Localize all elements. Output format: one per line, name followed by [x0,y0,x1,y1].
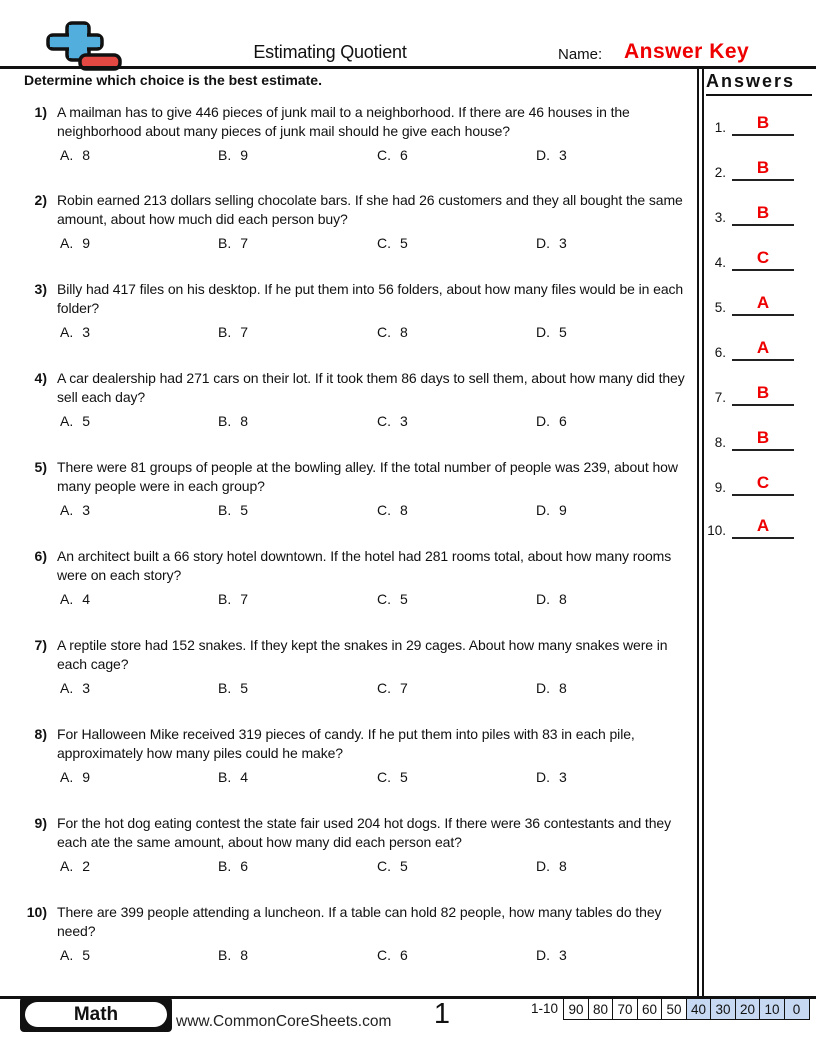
answer-number: 3. [714,210,726,225]
instructions: Determine which choice is the best estimate. [24,72,322,88]
score-cell: 70 [612,998,638,1020]
choices-row [60,413,696,429]
name-label: Name: [558,46,603,63]
choice-b: B. 5 [218,680,249,696]
question-number: 4) [34,370,47,386]
choices-row [60,324,696,340]
choice-d: D. 3 [536,947,567,963]
answer-number: 6. [714,345,726,360]
question-3 [24,280,696,340]
question-text: A car dealership had 271 cars on their lot. If it took them 86 days to sell them, about how many did they sell each day? [57,370,685,405]
answer-blank [732,202,794,226]
answer-number: 8. [714,435,726,450]
answer-row [706,155,806,181]
choices-row [60,502,696,518]
question-4 [24,369,696,429]
answer-letter: B [756,383,770,402]
answer-row [706,470,806,496]
choice-b: B. 9 [218,147,249,163]
answer-row [706,335,806,361]
choice-c: C. 6 [377,147,408,163]
header-divider [0,66,816,69]
question-number: 9) [34,815,47,831]
choice-a: A. 4 [60,591,91,607]
question-number: 2) [34,192,47,208]
answers-panel-divider [697,68,704,997]
choice-c: C. 8 [377,324,408,340]
score-cell: 10 [759,998,785,1020]
question-text: A reptile store had 152 snakes. If they kept the snakes in 29 cages. About how many snakes were in each cage? [57,637,668,672]
question-text: There are 399 people attending a luncheon. If a table can hold 82 people, how many tables do they need? [57,904,662,939]
choice-d: D. 3 [536,769,567,785]
choice-c: C. 6 [377,947,408,963]
choices-row [60,947,696,963]
answer-blank [732,337,794,361]
choice-a: A. 9 [60,235,91,251]
answer-row [706,200,806,226]
choice-b: B. 7 [218,324,249,340]
plus-minus-logo-icon [44,20,122,72]
answer-blank [732,247,794,271]
answer-letter: C [756,248,770,267]
worksheet-title: Estimating Quotient [253,42,407,62]
choice-c: C. 5 [377,235,408,251]
choice-d: D. 8 [536,680,567,696]
choice-a: A. 3 [60,324,91,340]
question-text: An architect built a 66 story hotel downtown. If the hotel had 281 rooms total, about how many rooms were on each story? [57,548,672,583]
math-badge [20,997,172,1032]
choice-d: D. 3 [536,147,567,163]
answer-blank [732,515,794,539]
choices-row [60,591,696,607]
question-5 [24,458,696,518]
question-number: 10) [26,904,47,920]
choices-row [60,147,696,163]
answer-row [706,110,806,136]
choice-a: A. 9 [60,769,91,785]
question-number: 1) [34,104,47,120]
question-number: 5) [34,459,47,475]
question-6 [24,547,696,607]
answer-row [706,380,806,406]
choices-row [60,680,696,696]
choice-d: D. 6 [536,413,567,429]
score-cell: 80 [588,998,614,1020]
answer-number: 5. [714,300,726,315]
choice-b: B. 5 [218,502,249,518]
choice-b: B. 8 [218,947,249,963]
website-text: www.CommonCoreSheets.com [176,1013,392,1030]
question-number: 3) [34,281,47,297]
question-text: A mailman has to give 446 pieces of junk mail to a neighborhood. If there are 46 houses in the neighborhood about many pieces of junk mail should he give each house? [57,104,630,139]
question-text: There were 81 groups of people at the bowling alley. If the total number of people was 239, about how many people were in each group? [57,459,678,494]
score-cell: 40 [686,998,712,1020]
score-cell: 0 [784,998,810,1020]
choices-row [60,858,696,874]
question-2 [24,191,696,251]
score-cell: 50 [661,998,687,1020]
choice-a: A. 2 [60,858,91,874]
answer-row [706,290,806,316]
score-table [563,998,810,1020]
question-1 [24,103,696,163]
page-number: 1 [433,998,451,1030]
score-cell: 20 [735,998,761,1020]
answer-letter: C [756,473,770,492]
answer-number: 4. [714,255,726,270]
choice-d: D. 5 [536,324,567,340]
answer-letter: B [756,428,770,447]
choice-a: A. 3 [60,502,91,518]
score-cell: 30 [710,998,736,1020]
answer-number: 2. [714,165,726,180]
question-9 [24,814,696,874]
answer-blank [732,427,794,451]
answer-row [706,513,806,539]
choices-row [60,769,696,785]
answer-letter: B [756,203,770,222]
choice-d: D. 9 [536,502,567,518]
score-range-label: 1-10 [530,1001,558,1016]
answer-blank [732,292,794,316]
answer-letter: B [756,113,770,132]
choice-b: B. 8 [218,413,249,429]
name-value: Answer Key [624,40,750,63]
choice-d: D. 3 [536,235,567,251]
question-10 [24,903,696,963]
answer-blank [732,382,794,406]
question-text: Robin earned 213 dollars selling chocolate bars. If she had 26 customers and they all bought the same amount, about how much did each person buy? [57,192,683,227]
question-text: For the hot dog eating contest the state fair used 204 hot dogs. If there were 36 contestants and they each ate the same amount, about how many did each person eat? [57,815,671,850]
question-number: 8) [34,726,47,742]
question-text: Billy had 417 files on his desktop. If he put them into 56 folders, about how many files would be in each folder? [57,281,684,316]
choice-d: D. 8 [536,591,567,607]
answer-blank [732,112,794,136]
choice-c: C. 5 [377,858,408,874]
answer-number: 10. [707,523,726,538]
choices-row [60,235,696,251]
question-7 [24,636,696,696]
choice-d: D. 8 [536,858,567,874]
choice-b: B. 6 [218,858,249,874]
math-badge-label: Math [25,1002,167,1027]
answer-letter: A [756,338,770,357]
question-8 [24,725,696,785]
score-cell: 90 [563,998,589,1020]
question-number: 6) [34,548,47,564]
answer-number: 1. [714,120,726,135]
choice-c: C. 5 [377,591,408,607]
score-cell: 60 [637,998,663,1020]
choice-c: C. 8 [377,502,408,518]
choice-a: A. 5 [60,947,91,963]
answer-row [706,245,806,271]
answer-blank [732,472,794,496]
choice-a: A. 3 [60,680,91,696]
choice-c: C. 3 [377,413,408,429]
choice-c: C. 5 [377,769,408,785]
answer-number: 9. [714,480,726,495]
answers-title: Answers [706,71,812,96]
question-text: For Halloween Mike received 319 pieces of candy. If he put them into piles with 83 in each pile, approximately how many piles could he make? [57,726,635,761]
choice-b: B. 7 [218,235,249,251]
answer-letter: A [756,293,770,312]
answer-row [706,425,806,451]
choice-b: B. 7 [218,591,249,607]
choice-a: A. 8 [60,147,91,163]
choice-a: A. 5 [60,413,91,429]
answer-number: 7. [714,390,726,405]
choice-b: B. 4 [218,769,249,785]
answer-letter: A [756,516,770,535]
answer-letter: B [756,158,770,177]
answer-blank [732,157,794,181]
choice-c: C. 7 [377,680,408,696]
question-number: 7) [34,637,47,653]
